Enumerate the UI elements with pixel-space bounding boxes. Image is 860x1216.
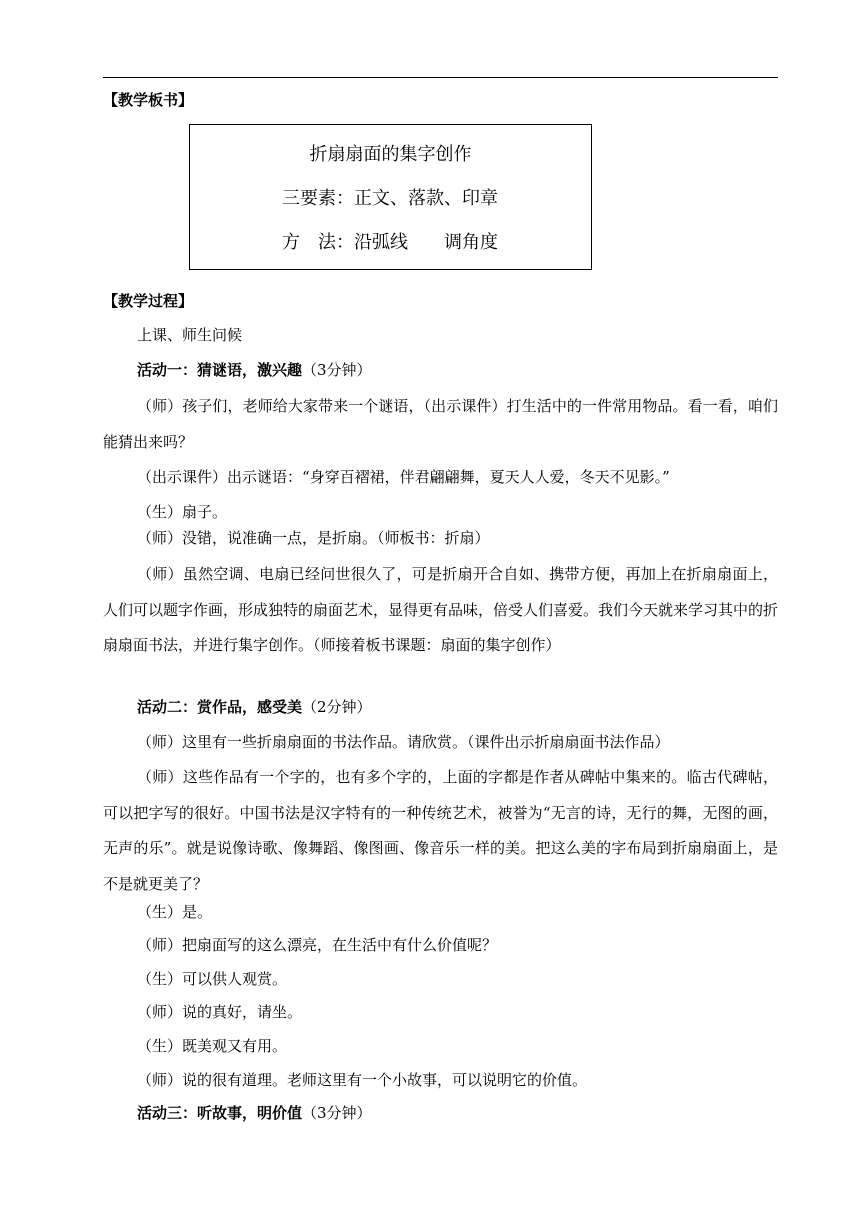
paragraph-greeting: 上课、师生问候 [137,326,243,344]
paragraph: （师）把扇面写的这么漂亮，在生活中有什么价值呢？ [137,936,498,954]
header-rule [103,77,778,78]
activity-2-time: （2分钟） [302,698,372,716]
paragraph: （师）这里有一些折扇扇面的书法作品。请欣赏。（课件出示折扇扇面书法作品） [137,733,670,751]
paragraph: （师）虽然空调、电扇已经问世很久了，可是折扇开合自如、携带方便，再加上在折扇扇面上，人们可以题字作画，形成独特的扇面艺术，显得更有品味，倍受人们喜爱。我们今天就来学习其中的折扇扇面书法，并进行集字创作。（师接着板书课题：扇面的集字创作） [103,565,779,654]
paragraph: （师）说的真好，请坐。 [137,1003,303,1021]
board-elements: 三要素：正文、落款、印章 [282,188,498,209]
board-method [282,231,683,255]
board-title: 折扇扇面的集字创作 [309,144,472,165]
paragraph: （出示课件）出示谜语：“身穿百褶裙，伴君翩翩舞，夏天人人爱，冬天不见影。” [137,468,670,486]
activity-1-time: （3分钟） [302,361,372,379]
process-heading: 【教学过程】 [103,292,194,310]
paragraph: （师）说的很有道理。老师这里有一个小故事，可以说明它的价值。 [137,1071,588,1089]
paragraph: （生）是。 [137,903,213,921]
board-heading: 【教学板书】 [103,91,194,109]
activity-2-title [103,690,778,726]
paragraph: （生）既美观又有用。 [137,1037,288,1055]
paragraph: （生）扇子。 [137,503,228,521]
board-method-b: 调角度 [444,232,498,253]
blackboard-box [189,124,592,270]
activity-3-time: （3分钟） [302,1104,372,1122]
board-method-label: 方 法： [282,232,354,253]
board-method-a: 沿弧线 [354,232,408,253]
activity-2-name: 活动二：赏作品，感受美 [137,698,303,716]
paragraph: （生）可以供人观赏。 [137,970,288,988]
activity-1-name: 活动一：猜谜语，激兴趣 [137,361,303,379]
activity-3-name: 活动三：听故事，明价值 [137,1104,303,1122]
activity-3-title [103,1096,778,1132]
paragraph: （师）这些作品有一个字的，也有多个字的，上面的字都是作者从碑帖中集来的。临古代碑帖，可以把字写的很好。中国书法是汉字特有的一种传统艺术，被誉为“无言的诗，无行的舞，无图的画，无声的乐”。就是说像诗歌、像舞蹈、像图画、像音乐一样的美。把这么美的字布局到折扇扇面上，是不是就更美了？ [103,768,778,893]
paragraph: （师）孩子们，老师给大家带来一个谜语，（出示课件）打生活中的一件常用物品。看一看，咱们能猜出来吗？ [103,397,778,451]
activity-1-title [103,353,778,389]
paragraph: （师）没错，说准确一点，是折扇。（师板书：折扇） [137,529,490,547]
